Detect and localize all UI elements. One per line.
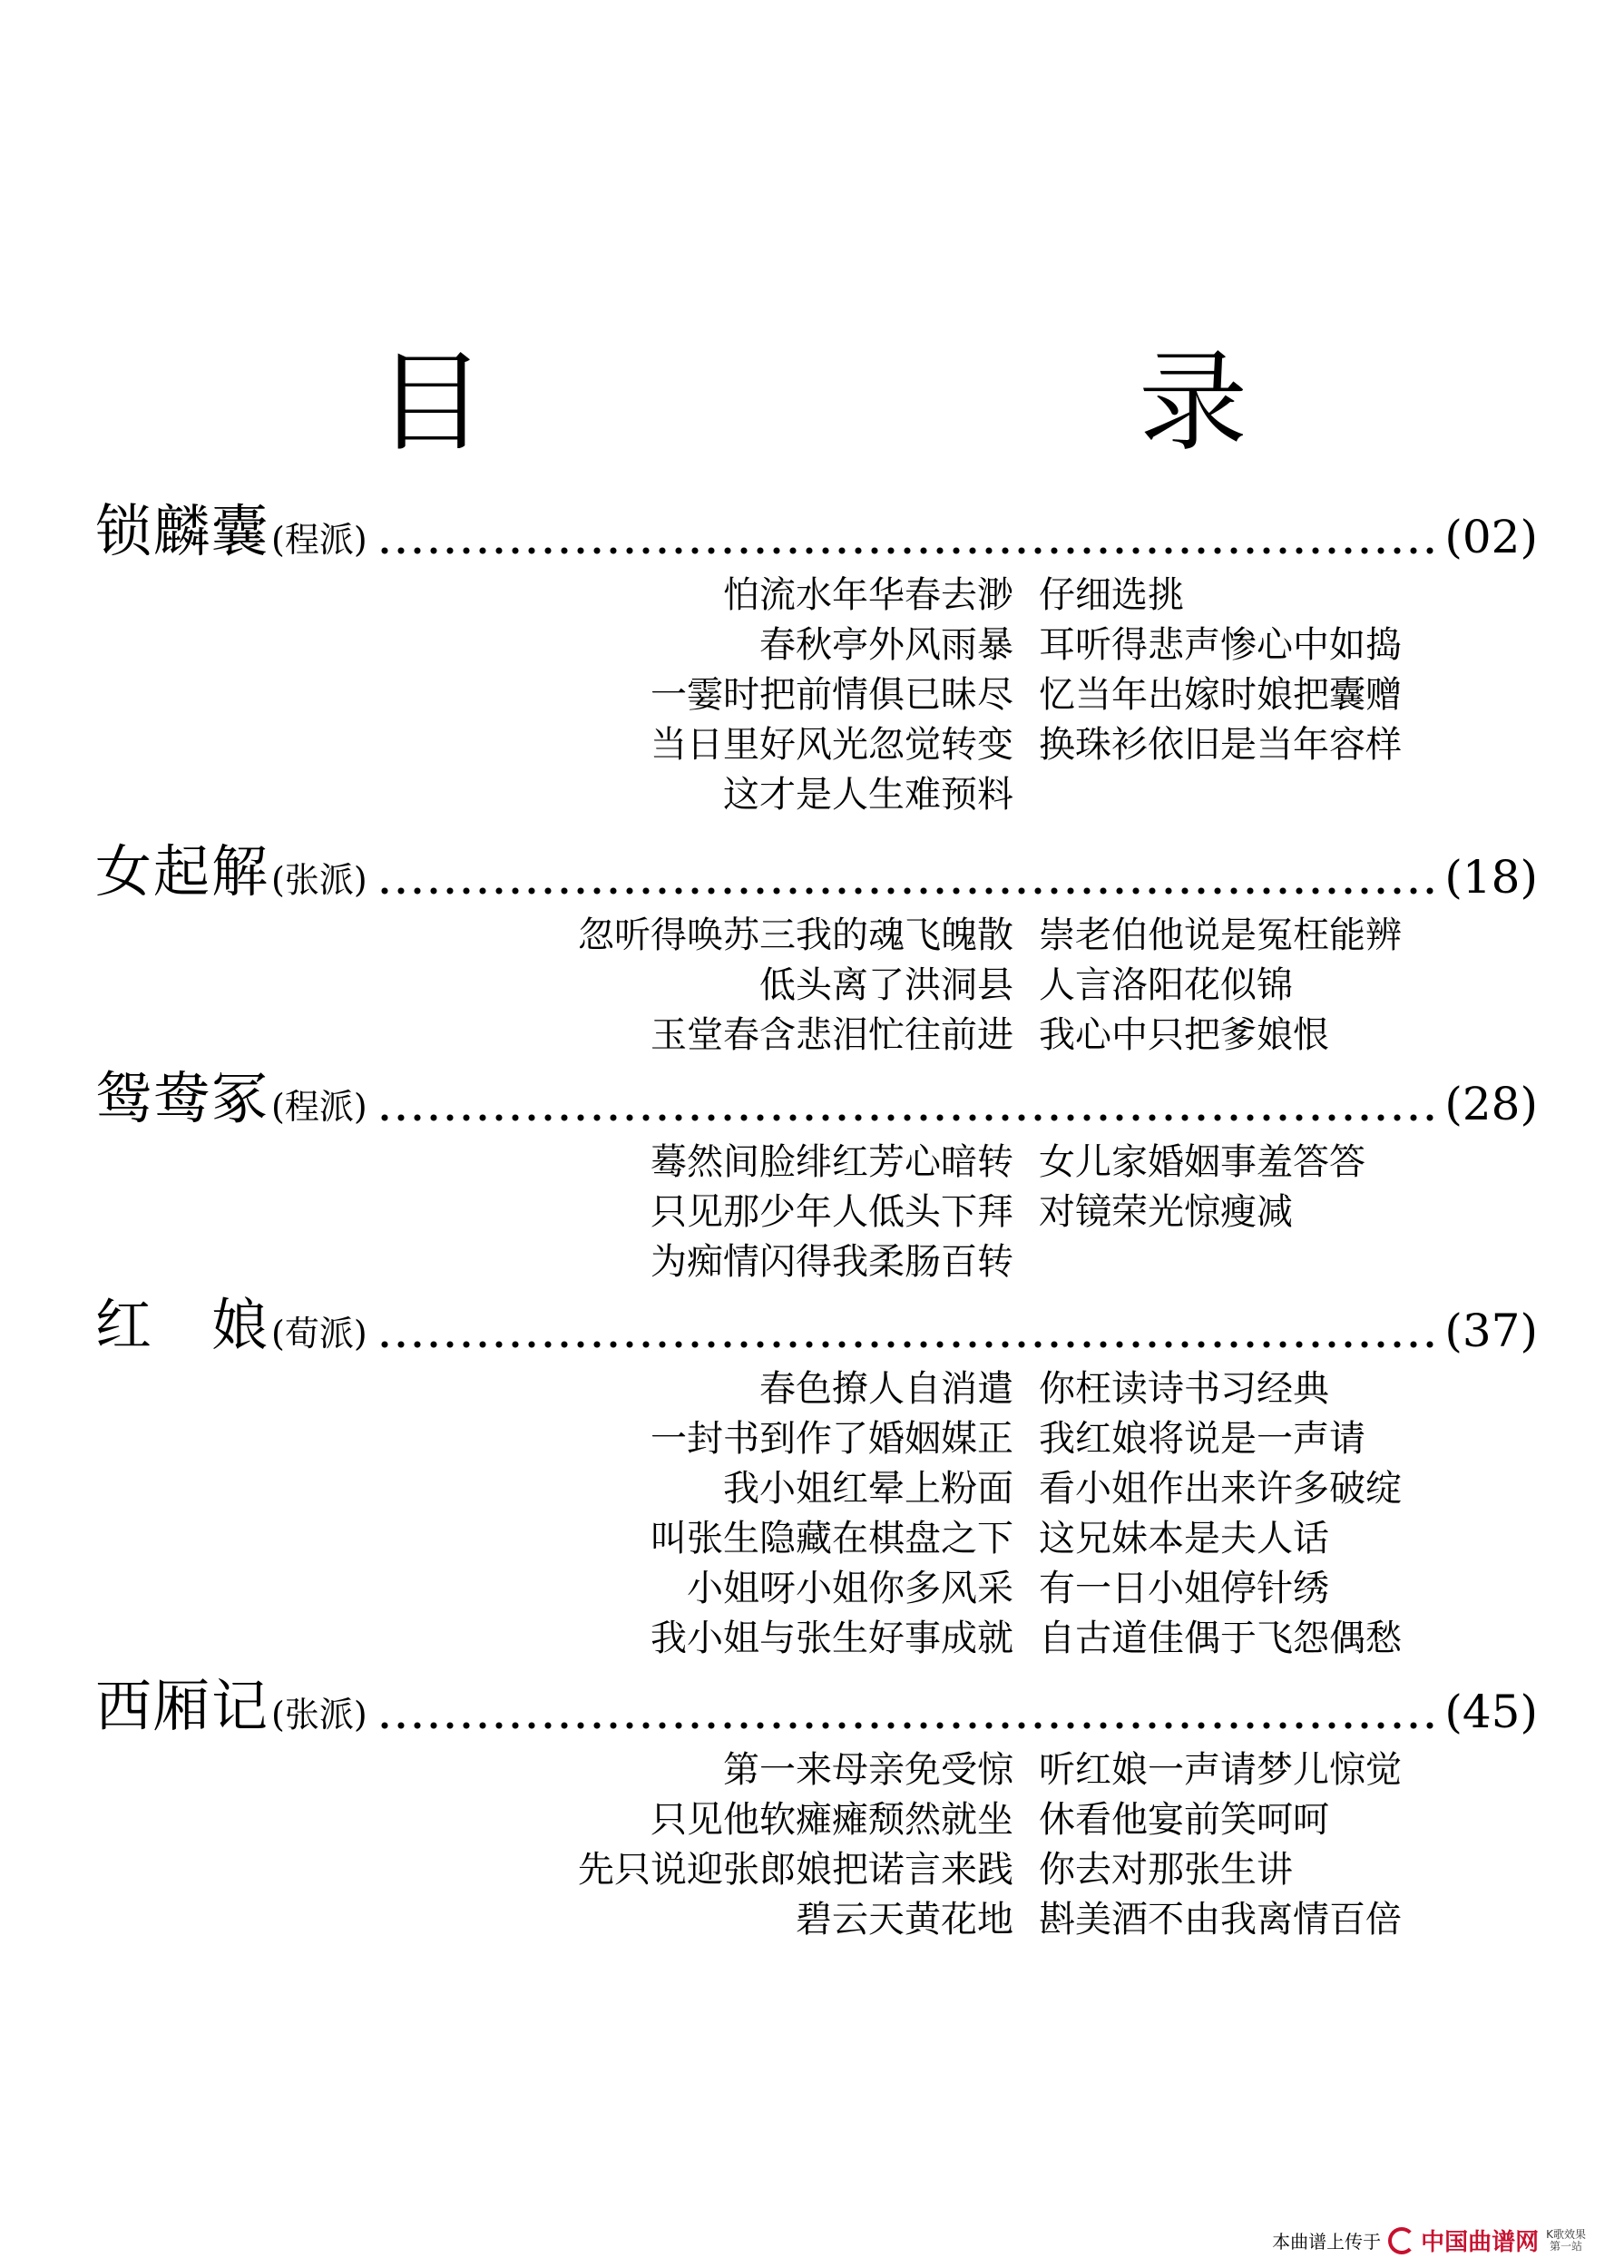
aria-row [95,621,1538,670]
aria-second-line: 斟美酒不由我离情百倍 [1039,1899,1402,1941]
aria-row [95,1364,1538,1414]
aria-first-line: 小姐呀小姐你多风采 [687,1568,1013,1609]
aria-first-line: 先只说迎张郎娘把诺言来践 [578,1849,1013,1891]
aria-first-line: 蓦然间脸绯红芳心暗转 [651,1141,1013,1183]
entry-title: 鸳鸯冢 [95,1065,270,1131]
aria-first-line: 忽听得唤苏三我的魂飞魄散 [578,914,1013,956]
aria-row [95,770,1538,820]
aria-first-line: 第一来母亲免受惊 [723,1749,1013,1791]
aria-second-line: 有一日小姐停针绣 [1039,1568,1329,1609]
aria-first-line: 春秋亭外风雨暴 [759,624,1013,666]
aria-row [95,670,1538,720]
aria-row [95,1011,1538,1061]
entry-page-number: (02) [1444,511,1538,563]
aria-first-line: 我小姐红晕上粉面 [723,1468,1013,1510]
dot-leader [377,1722,1438,1729]
entry-heading[interactable] [95,494,1538,567]
aria-second-line: 忆当年出嫁时娘把囊赠 [1039,674,1402,716]
aria-first-line: 一霎时把前情俱已昧尽 [651,674,1013,716]
aria-row [95,1745,1538,1795]
toc-entry[interactable] [95,1288,1538,1664]
aria-row [95,1138,1538,1188]
entry-heading[interactable] [95,835,1538,907]
aria-second-line: 看小姐作出来许多破绽 [1039,1468,1402,1510]
aria-row [95,911,1538,961]
entry-heading[interactable] [95,1288,1538,1361]
entry-title: 锁麟囊 [95,498,270,564]
aria-first-line: 一封书到作了婚姻媒正 [651,1418,1013,1460]
aria-first-line: 怕流水年华春去渺 [723,574,1013,616]
aria-second-line: 耳听得悲声惨心中如捣 [1039,624,1402,666]
entry-page-number: (18) [1444,851,1538,904]
entry-school: (荀派) [271,1314,367,1354]
aria-second-line: 你去对那张生讲 [1039,1849,1293,1891]
toc-entry[interactable] [95,1669,1538,1945]
aria-second-line: 你枉读诗书习经典 [1039,1368,1329,1410]
aria-first-line: 只见他软瘫瘫颓然就坐 [651,1799,1013,1841]
aria-second-line: 这兄妹本是夫人话 [1039,1518,1329,1559]
aria-first-line: 碧云天黄花地 [796,1899,1013,1941]
aria-row [95,1795,1538,1845]
aria-row [95,1464,1538,1514]
upload-note: 本曲谱上传于 [1272,2231,1382,2253]
aria-second-line: 人言洛阳花似锦 [1039,964,1293,1006]
aria-row [95,1414,1538,1464]
aria-row [95,1845,1538,1895]
aria-second-line: 换珠衫依旧是当年容样 [1039,724,1402,766]
entry-heading[interactable] [95,1061,1538,1134]
aria-row [95,1514,1538,1564]
aria-row [95,1237,1538,1287]
aria-second-line: 休看他宴前笑呵呵 [1039,1799,1329,1841]
site-tagline: K歌效果 第一站 [1546,2227,1586,2253]
aria-list [95,1364,1538,1664]
toc-entry[interactable] [95,1061,1538,1287]
site-logo-icon [1388,2227,1415,2254]
aria-list [95,1138,1538,1287]
aria-second-line: 听红娘一声请梦儿惊觉 [1039,1749,1402,1791]
entry-page-number: (28) [1444,1078,1538,1130]
site-brand[interactable]: 中国曲谱网 [1421,2229,1540,2256]
aria-second-line: 对镜荣光惊瘦减 [1039,1191,1293,1233]
entry-school: (程派) [271,520,367,560]
entry-title: 女起解 [95,838,270,904]
aria-list [95,571,1538,820]
page-title: 目 录 [377,340,1393,466]
toc-entry[interactable] [95,835,1538,1061]
aria-first-line: 叫张生隐藏在棋盘之下 [651,1518,1013,1559]
entry-title: 西厢记 [95,1673,270,1739]
entry-page-number: (45) [1444,1686,1538,1738]
aria-second-line: 崇老伯他说是冤枉能辨 [1039,914,1402,956]
entry-school: (张派) [271,1695,367,1735]
aria-second-line: 我心中只把爹娘恨 [1039,1014,1329,1056]
aria-row [95,1614,1538,1664]
aria-list [95,911,1538,1061]
aria-second-line: 我红娘将说是一声请 [1039,1418,1365,1460]
entry-title: 红 娘 [95,1292,270,1358]
aria-list [95,1745,1538,1945]
dot-leader [377,547,1438,554]
aria-second-line: 女儿家婚姻事羞答答 [1039,1141,1365,1183]
aria-row [95,720,1538,770]
aria-first-line: 低头离了洪洞县 [759,964,1013,1006]
aria-row [95,571,1538,621]
entry-school: (程派) [271,1087,367,1127]
aria-first-line: 当日里好风光忽觉转变 [651,724,1013,766]
entry-school: (张派) [271,860,367,900]
aria-first-line: 为痴情闪得我柔肠百转 [651,1241,1013,1283]
aria-row [95,1188,1538,1237]
footer [1272,2224,1586,2257]
aria-first-line: 春色撩人自消遣 [759,1368,1013,1410]
toc-entry[interactable] [95,494,1538,820]
entry-page-number: (37) [1444,1305,1538,1357]
dot-leader [377,1341,1438,1348]
dot-leader [377,1114,1438,1121]
aria-first-line: 只见那少年人低头下拜 [651,1191,1013,1233]
aria-second-line: 仔细选挑 [1039,574,1184,616]
aria-row [95,1564,1538,1614]
aria-first-line: 这才是人生难预料 [723,774,1013,816]
dot-leader [377,887,1438,894]
aria-first-line: 玉堂春含悲泪忙往前进 [651,1014,1013,1056]
entry-heading[interactable] [95,1669,1538,1742]
aria-second-line: 自古道佳偶于飞怨偶愁 [1039,1618,1402,1659]
aria-row [95,1895,1538,1945]
aria-row [95,961,1538,1011]
aria-first-line: 我小姐与张生好事成就 [651,1618,1013,1659]
